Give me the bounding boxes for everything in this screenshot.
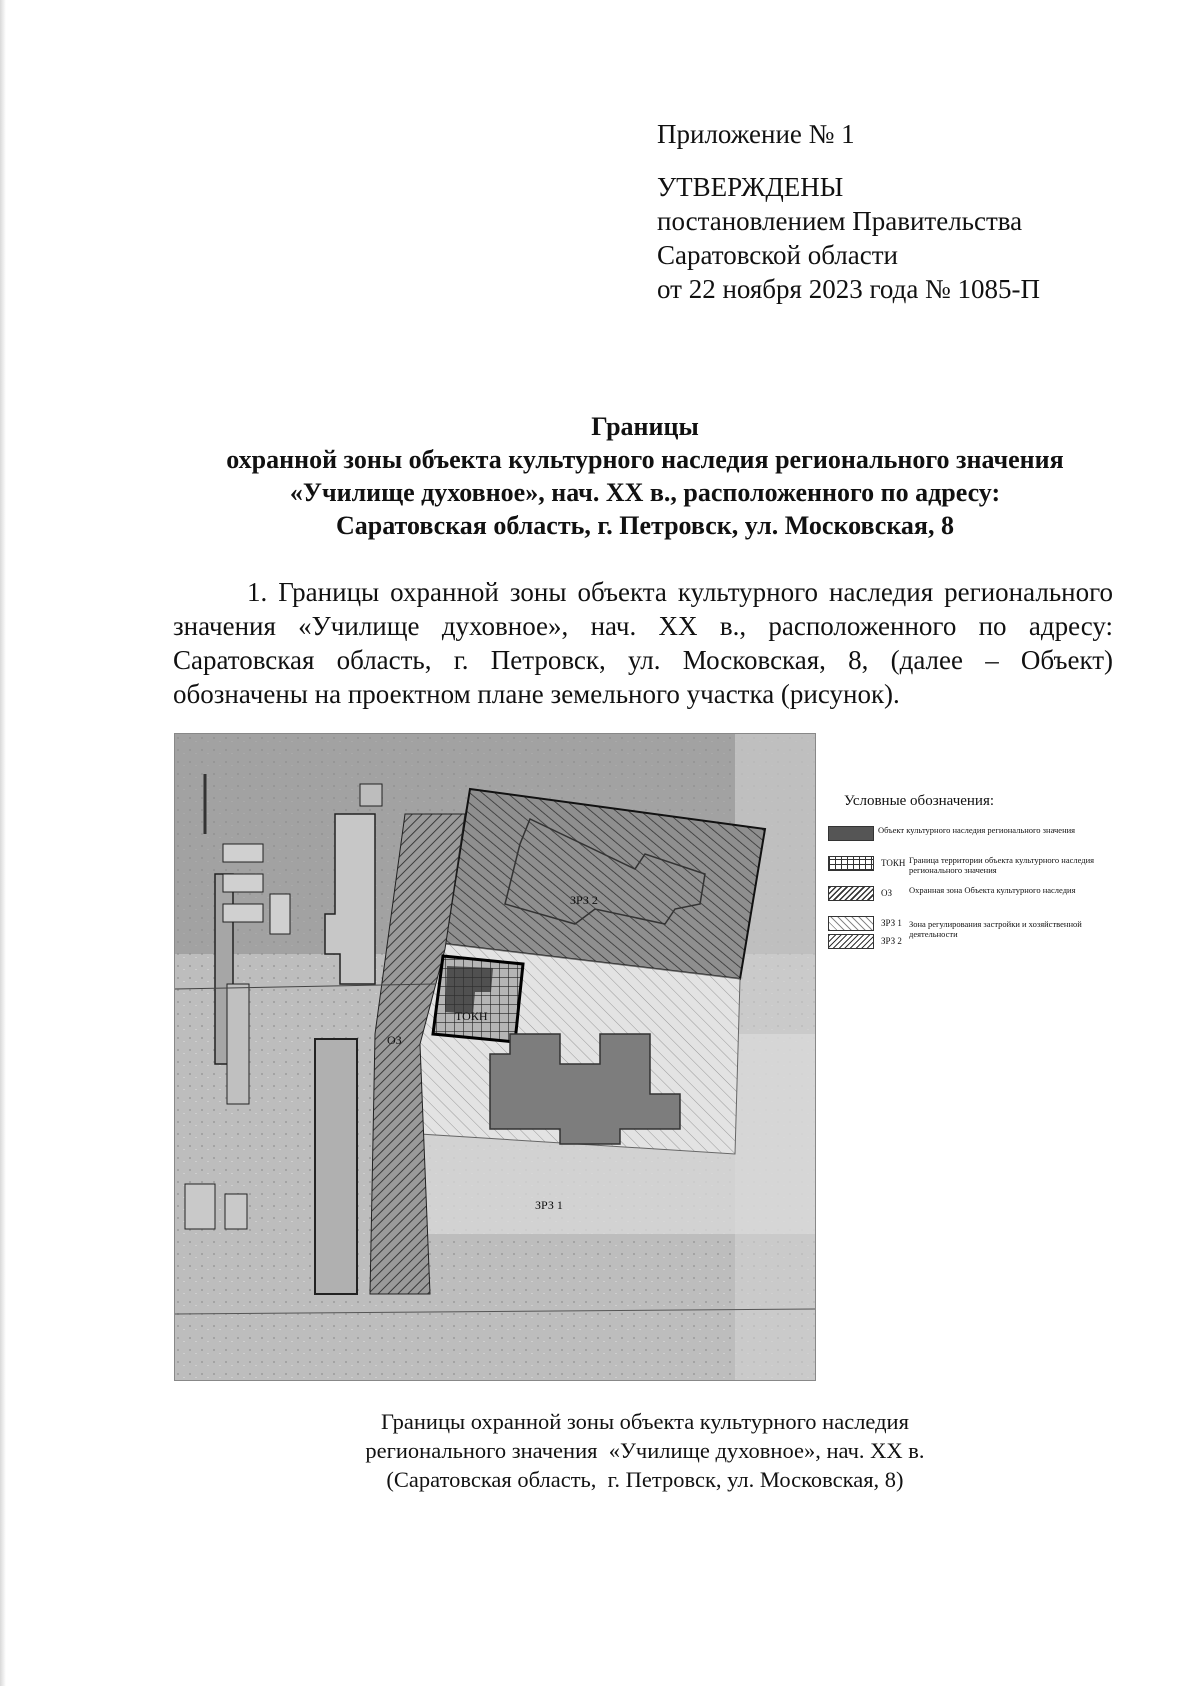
building-left-3 (227, 984, 249, 1104)
scan-edge (0, 0, 6, 1686)
legend-code-tokn: ТОКН (881, 858, 906, 868)
legend-item-zrz2 (826, 932, 1126, 962)
legend-code-zrz2: ЗРЗ 2 (881, 936, 902, 946)
title-line-3: «Училище духовное», нач. XX в., расположенного по адресу: (289, 478, 1001, 507)
caption-line-1: Границы охранной зоны объекта культурного наследия (381, 1409, 909, 1434)
title-line-4: Саратовская область, г. Петровск, ул. Московская, 8 (335, 511, 955, 540)
caption-line-2: регионального значения «Училище духовное», нач. XX в. (365, 1438, 925, 1463)
building-left-2 (315, 1039, 357, 1294)
legend-item-zrz1 (826, 914, 1126, 939)
solid-dark-swatch-icon (828, 826, 874, 841)
document-title (150, 410, 1140, 542)
caption-line-3: (Саратовская область, г. Петровск, ул. Московская, 8) (386, 1467, 904, 1492)
annex-block (657, 117, 1137, 306)
map-label-tokn: ТОКН (455, 1009, 488, 1023)
title-line-1: Границы (591, 412, 699, 441)
garage-2 (223, 874, 263, 892)
garage-6 (225, 1194, 247, 1229)
legend-item-okn (826, 824, 1126, 854)
map-legend (826, 792, 1126, 962)
legend-title: Условные обозначения: (844, 793, 995, 809)
legend-text-tokn: Граница территории объекта культурного наследия регионального значения (909, 855, 1095, 875)
cross-hatch-swatch-icon (828, 934, 874, 949)
figure-caption (300, 1407, 990, 1494)
garage-1 (223, 844, 263, 862)
legend-text-oz: Охранная зона Объекта культурного наследия (909, 885, 1076, 895)
garage-3 (223, 904, 263, 922)
approved-line-2: Саратовской области (657, 240, 898, 270)
garage-5 (185, 1184, 215, 1229)
legend-text-okn: Объект культурного наследия регионального значения (878, 825, 1076, 835)
site-plan-map (174, 733, 816, 1381)
annex-number: Приложение № 1 (657, 119, 855, 149)
shed-top (360, 784, 382, 806)
grid-swatch-icon (828, 856, 874, 871)
light-hatch-swatch-icon (828, 916, 874, 931)
legend-code-oz: ОЗ (881, 888, 893, 898)
map-label-oz: ОЗ (387, 1033, 402, 1047)
legend-item-oz (826, 884, 1126, 914)
approved-line-3: от 22 ноября 2023 года № 1085-П (657, 274, 1041, 304)
dense-hatch-swatch-icon (828, 886, 874, 901)
approved-line-1: постановлением Правительства (657, 206, 1023, 236)
approved-heading: УТВЕРЖДЕНЫ (657, 172, 844, 202)
legend-code-zrz1: ЗРЗ 1 (881, 918, 902, 928)
map-label-zrz1: ЗРЗ 1 (535, 1198, 563, 1212)
legend-text-zrz: Зона регулирования застройки и хозяйственной деятельности (909, 919, 1082, 939)
legend-item-tokn (826, 854, 1126, 884)
body-paragraph: 1. Границы охранной зоны объекта культурного наследия регионального значения «Училище духовное», нач. XX в., расположенного по адресу: Саратовская область, г. Петровск, ул. Московская, 8, (далее – Объект) обозначены на проектном плане земельного участка (рисунок). (173, 577, 1113, 709)
map-label-zrz2: ЗРЗ 2 (570, 893, 598, 907)
garage-4 (270, 894, 290, 934)
title-line-2: охранной зоны объекта культурного наследия регионального значения (226, 445, 1064, 474)
